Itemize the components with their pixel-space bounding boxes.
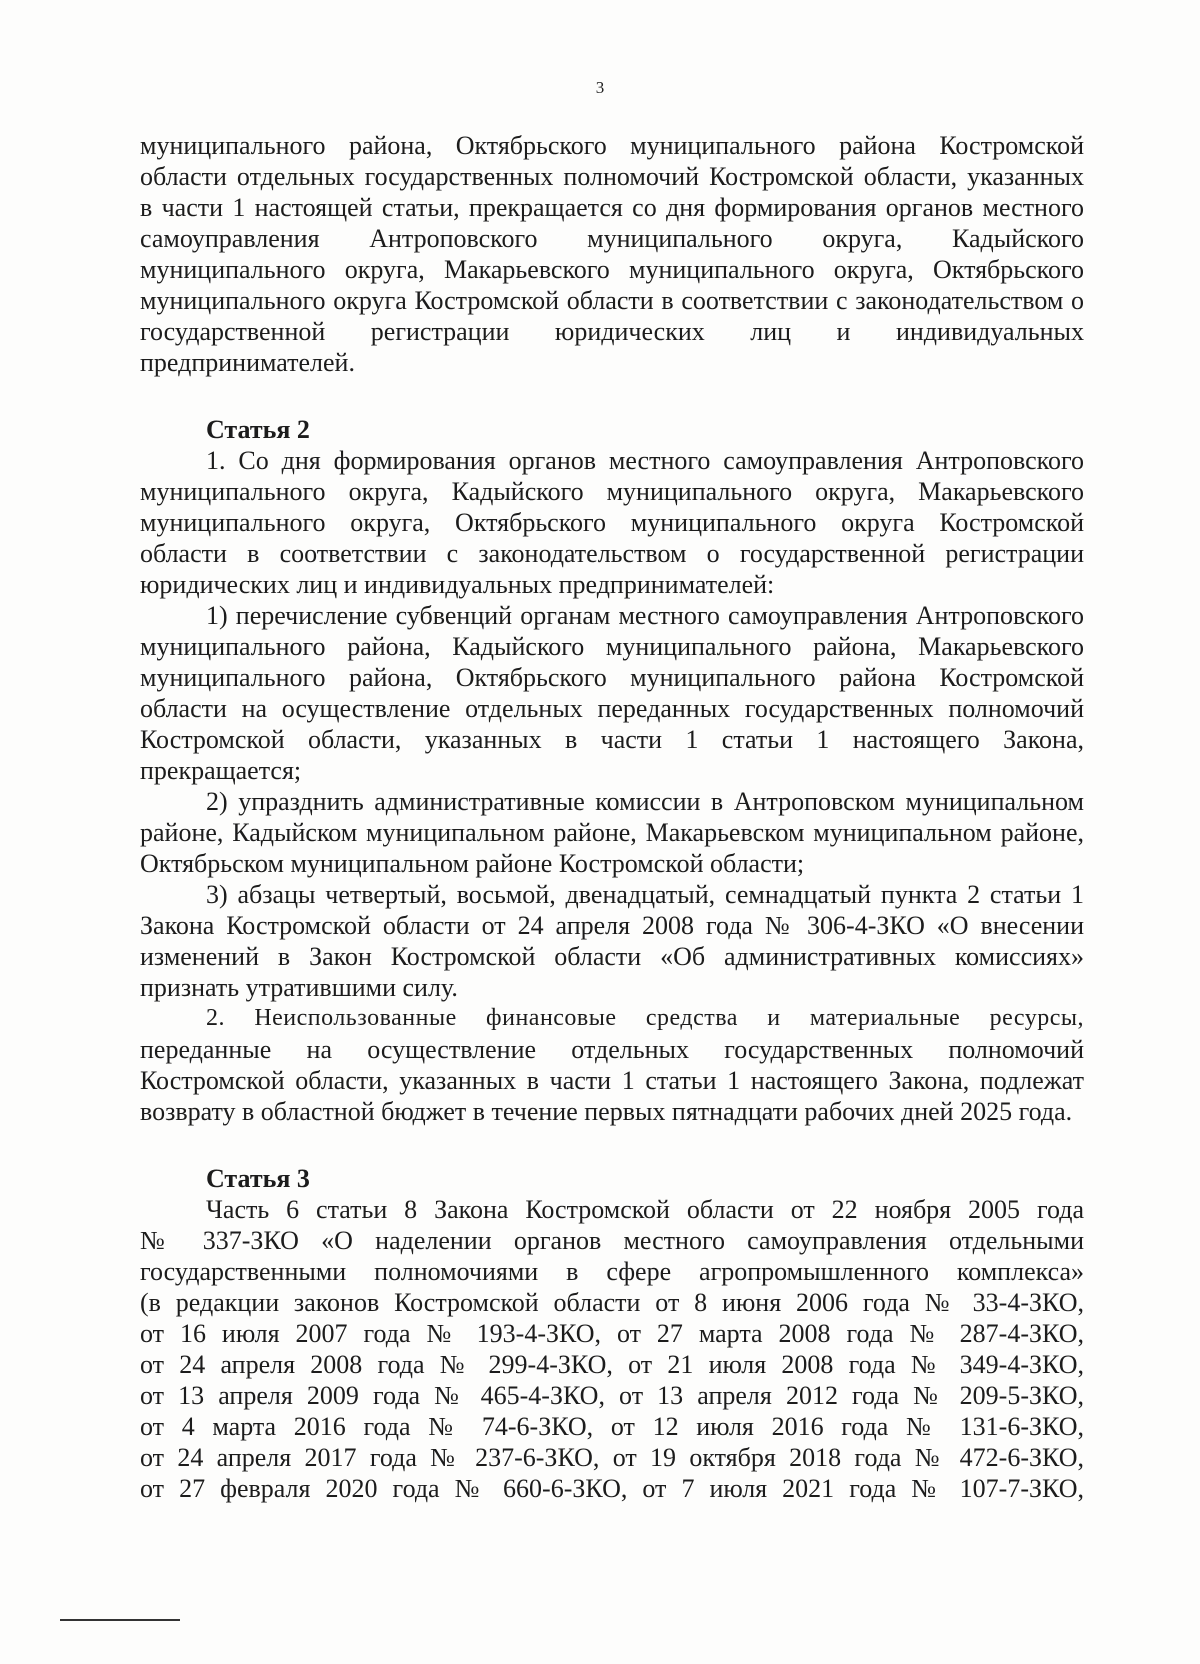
text-line: 2) упразднить административные комиссии в Антроповском муниципальном xyxy=(206,787,1084,816)
article-heading: Статья 3 xyxy=(206,1164,310,1193)
text-line: области отдельных государственных полномочий Костромской области, указанных xyxy=(140,162,1084,191)
text-line: от 24 апреля 2017 года № 237-6-ЗКО, от 19 октября 2018 года № 472-6-ЗКО, xyxy=(140,1443,1084,1472)
text-line: государственной регистрации юридических лиц и индивидуальных xyxy=(140,317,1084,346)
text-line: 1) перечисление субвенций органам местного самоуправления Антроповского xyxy=(206,601,1084,630)
text-line: возврату в областной бюджет в течение первых пятнадцати рабочих дней 2025 года. xyxy=(140,1097,1073,1126)
text-line: переданные на осуществление отдельных государственных полномочий xyxy=(140,1035,1084,1064)
text-line: Часть 6 статьи 8 Закона Костромской области от 22 ноября 2005 года xyxy=(206,1195,1084,1224)
text-line: самоуправления Антроповского муниципального округа, Кадыйского xyxy=(140,224,1084,253)
text-line: районе, Кадыйском муниципальном районе, Макарьевском муниципальном районе, xyxy=(140,818,1084,847)
text-line: изменений в Закон Костромской области «Об административных комиссиях» xyxy=(140,942,1084,971)
article-heading: Статья 2 xyxy=(206,415,310,444)
article-2-item-2 xyxy=(140,786,1084,879)
text-line: государственными полномочиями в сфере агропромышленного комплекса» xyxy=(140,1257,1084,1286)
text-line: муниципального района, Октябрьского муниципального района Костромской xyxy=(140,663,1084,692)
text-line: предпринимателей. xyxy=(140,348,355,377)
document-body xyxy=(140,130,1084,1504)
text-line: признать утратившими силу. xyxy=(140,973,458,1002)
text-line: 2. Неиспользованные финансовые средства и материальные ресурсы, xyxy=(206,1005,1084,1031)
text-line: 1. Со дня формирования органов местного самоуправления Антроповского xyxy=(206,446,1084,475)
text-line: Октябрьском муниципальном районе Костромской области; xyxy=(140,849,805,878)
footnote-separator-line xyxy=(60,1619,180,1621)
text-line: области на осуществление отдельных переданных государственных полномочий xyxy=(140,694,1084,723)
article-2 xyxy=(140,414,1084,1127)
article-2-part-1 xyxy=(140,445,1084,600)
text-line: от 24 апреля 2008 года № 299-4-ЗКО, от 21 июля 2008 года № 349-4-ЗКО, xyxy=(140,1350,1084,1379)
article-3 xyxy=(140,1163,1084,1504)
page-number: 3 xyxy=(595,78,605,97)
text-line: муниципального округа, Кадыйского муниципального округа, Макарьевского xyxy=(140,477,1084,506)
text-line: области в соответствии с законодательством о государственной регистрации xyxy=(140,539,1084,568)
article-2-item-1 xyxy=(140,600,1084,786)
text-line: 3) абзацы четвертый, восьмой, двенадцатый, семнадцатый пункта 2 статьи 1 xyxy=(206,880,1084,909)
text-line: (в редакции законов Костромской области от 8 июня 2006 года № 33-4-ЗКО, xyxy=(140,1288,1084,1317)
article-3-part-1 xyxy=(140,1194,1084,1504)
article-2-part-2 xyxy=(140,1003,1084,1127)
text-line: от 27 февраля 2020 года № 660-6-ЗКО, от 7 июля 2021 года № 107-7-ЗКО, xyxy=(140,1474,1084,1503)
text-line: в части 1 настоящей статьи, прекращается со дня формирования органов местного xyxy=(140,193,1084,222)
text-line: Закона Костромской области от 24 апреля 2008 года № 306-4-ЗКО «О внесении xyxy=(140,911,1084,940)
article-2-item-3 xyxy=(140,879,1084,1003)
text-line: муниципального района, Октябрьского муниципального района Костромской xyxy=(140,131,1084,160)
text-line: юридических лиц и индивидуальных предпринимателей: xyxy=(140,570,775,599)
text-line: муниципального округа, Октябрьского муниципального округа Костромской xyxy=(140,508,1084,537)
text-line: от 16 июля 2007 года № 193-4-ЗКО, от 27 марта 2008 года № 287-4-ЗКО, xyxy=(140,1319,1084,1348)
text-line: № 337-ЗКО «О наделении органов местного самоуправления отдельными xyxy=(140,1226,1084,1255)
text-line: Костромской области, указанных в части 1 статьи 1 настоящего Закона, подлежат xyxy=(140,1066,1084,1095)
text-line: муниципального района, Кадыйского муниципального района, Макарьевского xyxy=(140,632,1084,661)
text-line: прекращается; xyxy=(140,756,302,785)
text-line: от 4 марта 2016 года № 74-6-ЗКО, от 12 июля 2016 года № 131-6-ЗКО, xyxy=(140,1412,1084,1441)
text-line: от 13 апреля 2009 года № 465-4-ЗКО, от 13 апреля 2012 года № 209-5-ЗКО, xyxy=(140,1381,1084,1410)
text-line: муниципального округа, Макарьевского муниципального округа, Октябрьского xyxy=(140,255,1084,284)
text-line: муниципального округа Костромской области в соответствии с законодательством о xyxy=(140,286,1084,315)
intro-paragraph xyxy=(140,130,1084,378)
text-line: Костромской области, указанных в части 1 статьи 1 настоящего Закона, xyxy=(140,725,1084,754)
